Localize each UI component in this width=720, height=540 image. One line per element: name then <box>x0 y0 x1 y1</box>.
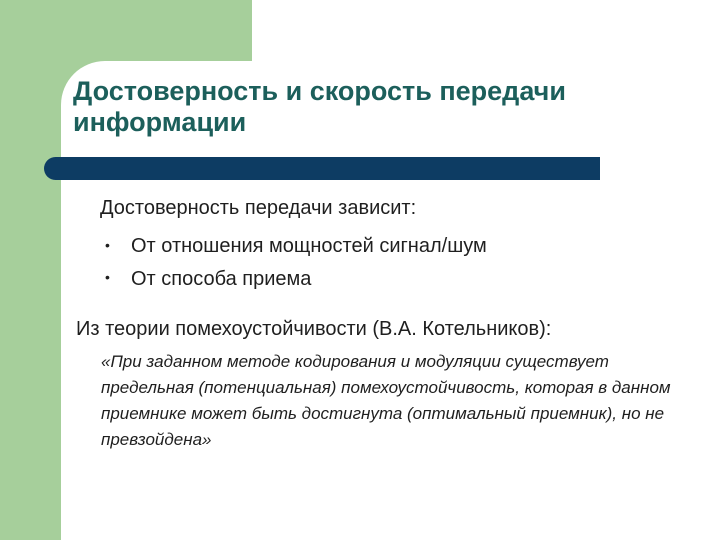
quote-text: «При заданном методе кодирования и модуляции существует предельная (потенциальная) помехоустойчивость, которая в данном приемнике может быть достигнута (оптимальный приемник), но не превзойдена» <box>101 352 671 449</box>
bullet-list <box>105 230 487 295</box>
list-item <box>105 230 487 263</box>
list-item <box>105 263 487 296</box>
decorative-green-strip <box>0 0 61 540</box>
bullet-icon: • <box>105 269 110 286</box>
bullet-text: От способа приема <box>131 267 312 290</box>
theory-text: Из теории помехоустойчивости (В.А. Котельников): <box>76 318 552 340</box>
intro-text: Достоверность передачи зависит: <box>100 197 417 219</box>
bullet-text: От отношения мощностей сигнал/шум <box>131 235 487 257</box>
slide-title: Достоверность и скорость передачи информации <box>73 76 566 137</box>
title-underline-bar <box>44 157 600 180</box>
bullet-icon: • <box>105 236 110 253</box>
